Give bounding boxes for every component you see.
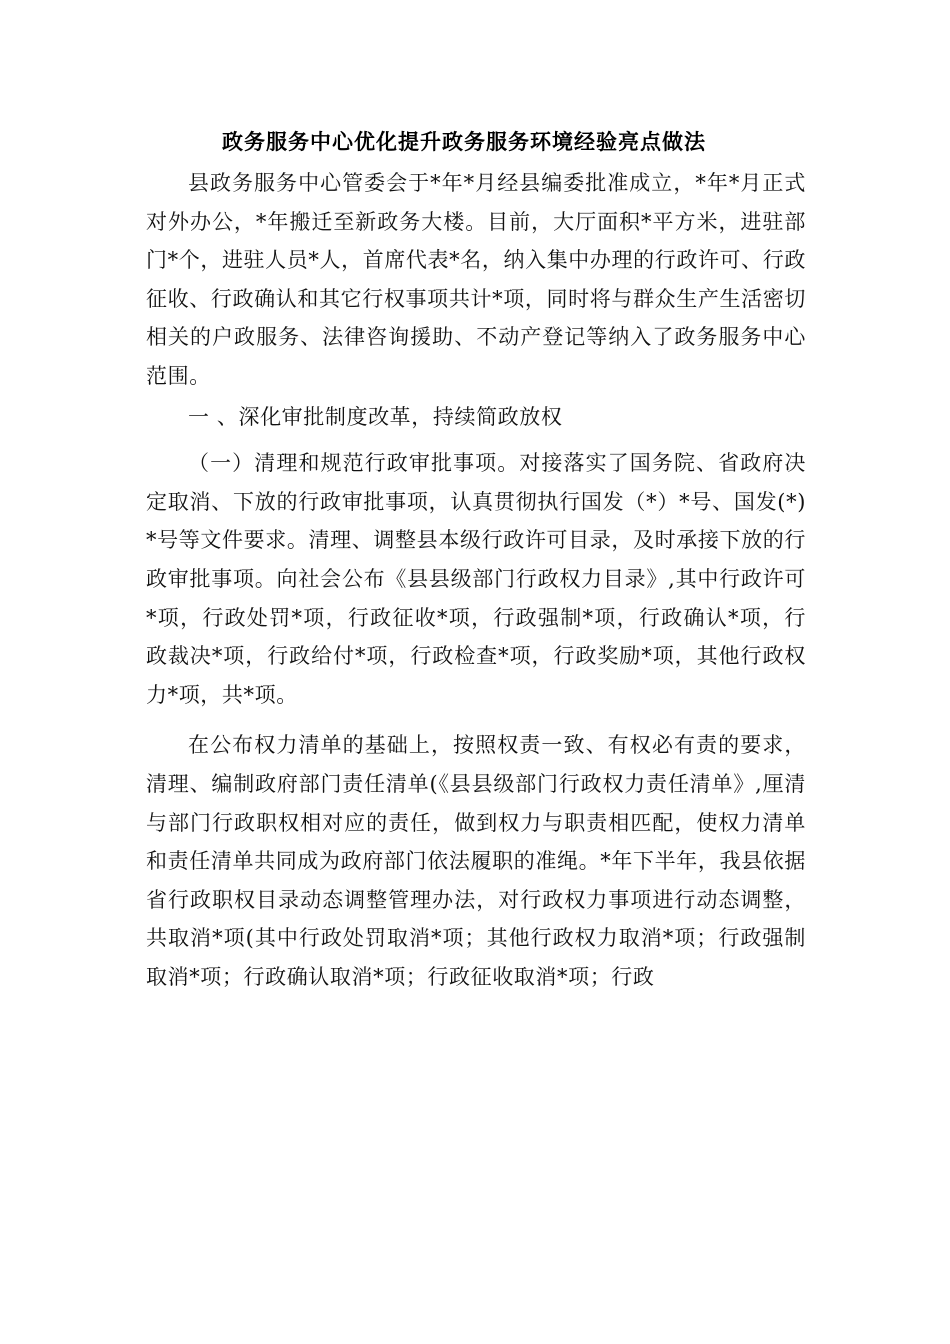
- paragraph-subsection-1: （一）清理和规范行政审批事项。对接落实了国务院、省政府决定取消、下放的行政审批事项，认真贯彻执行国发（*）*号、国发(*)*号等文件要求。清理、调整县本级行政许可目录，及时承接下放的行政审批事项。向社会公布《县县级部门行政权力目录》,其中行政许可*项，行政处罚*项，行政征收*项，行政强制*项，行政确认*项，行政裁决*项，行政给付*项，行政检查*项，行政奖励*项，其他行政权力*项，共*项。: [146, 451, 806, 707]
- paragraph-responsibility-list: 在公布权力清单的基础上，按照权责一致、有权必有责的要求，清理、编制政府部门责任清单(《县县级部门行政权力责任清单》,厘清与部门行政职权相对应的责任，做到权力与职责相匹配，使权力清单和责任清单共同成为政府部门依法履职的准绳。*年下半年，我县依据省行政职权目录动态调整管理办法，对行政权力事项进行动态调整，共取消*项(其中行政处罚取消*项；其他行政权力取消*项；行政强制取消*项；行政确认取消*项；行政征收取消*项；行政: [146, 733, 806, 989]
- document-title: 政务服务中心优化提升政务服务环境经验亮点做法: [222, 130, 706, 154]
- paragraph-intro: 县政务服务中心管委会于*年*月经县编委批准成立，*年*月正式对外办公，*年搬迁至新政务大楼。目前，大厅面积*平方米，进驻部门*个，进驻人员*人，首席代表*名，纳入集中办理的行政许可、行政征收、行政确认和其它行权事项共计*项，同时将与群众生产生活密切相关的户政服务、法律咨询援助、不动产登记等纳入了政务服务中心范围。: [146, 171, 806, 388]
- document-body: [146, 122, 806, 996]
- section-heading-1: 一 、深化审批制度改革，持续简政放权: [188, 404, 563, 429]
